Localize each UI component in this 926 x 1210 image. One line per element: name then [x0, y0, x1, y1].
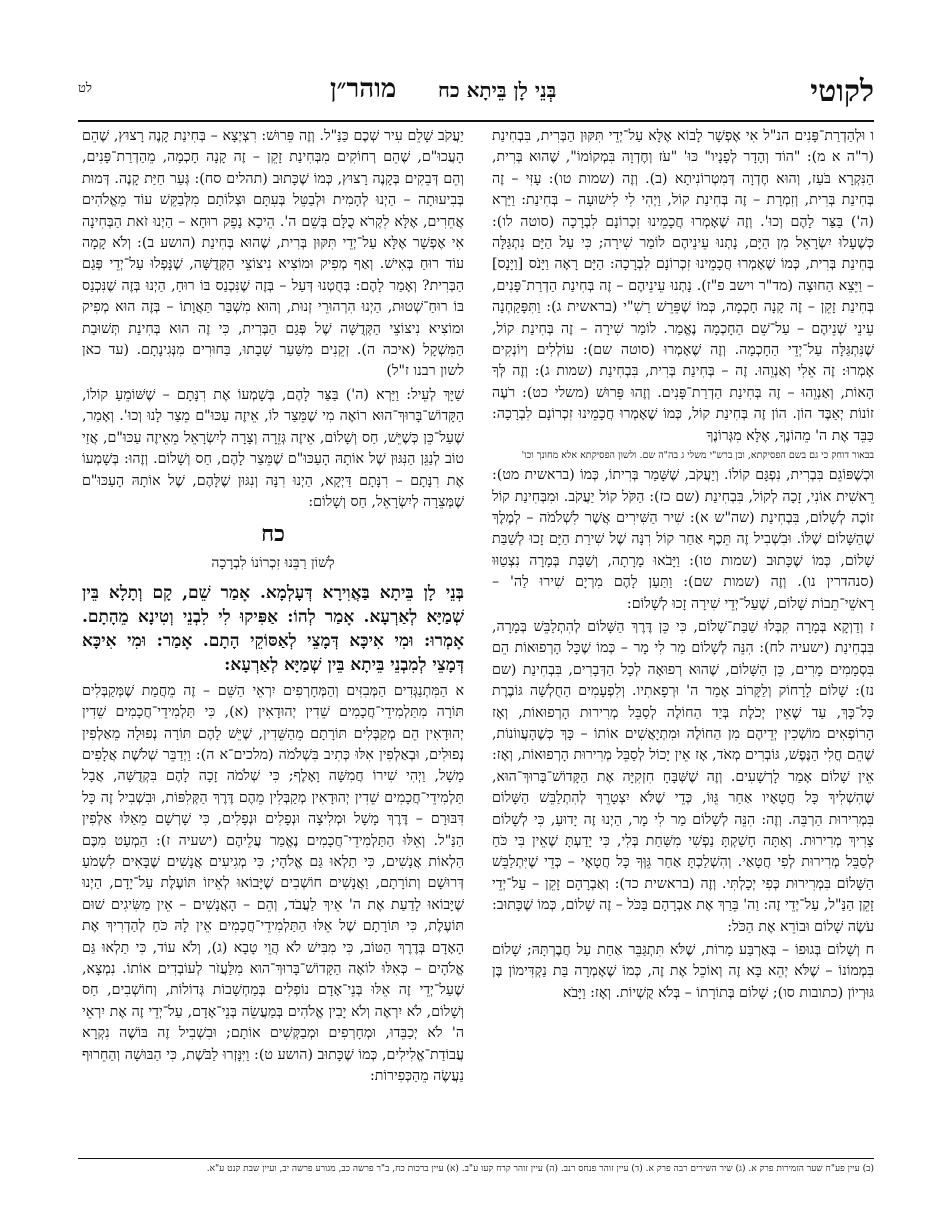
page-header: [78, 70, 874, 116]
paragraph-top-2: שַׁיָּךְ לְעֵיל: וַיַּרְא (ה') בַּצַּר לָהֶם, בְּשָׁמְעוֹ אֶת רִנָּתָם – שֶׁשּׁוֹמֵעַ קוֹלוֹ, הַקָּדוֹשׁ־בָּרוּךְ־הוּא רוֹאֶה מִי שֶׁמֵּצַר לוֹ, אֵיזֶה עַכּוּ"ם מֵצַר לָנוּ וְכוּ'. וְאָמַר, שֶׁעַל־כֵּן כְּשֶׁיֵּשׁ, חַס וְשָׁלוֹם, אֵיזֶה גְּזֵרָה וְצָרָה לְיִשְׂרָאֵל מֵאֵיזֶה עַכּוּ"ם, אֲזַי טוֹב לְנַגֵּן הַנִּגּוּן שֶׁל אוֹתָהּ הָעַכּוּ"ם שֶׁמֵּצַר לָהֶם, חַס וְשָׁלוֹם. וְזֶהוּ: בְּשָׁמְעוֹ אֶת רִנָּתָם – רִנָּתָם דַּיְקָא, הַיְנוּ רִנָּה וְנִגּוּן שֶׁלָּהֶם, שֶׁל אוֹתָהּ הָעַכּוּ"ם שֶׁמְּצֵרָה לְיִשְׂרָאֵל, חַס וְשָׁלוֹם:: [82, 386, 464, 510]
section-subtitle: לְשׁוֹן רַבֵּנוּ זִכְרוֹנוֹ לִבְרָכָה: [211, 555, 335, 572]
page-number: לט: [78, 81, 92, 96]
footnotes: (ב) עיין פע"ח שער הזמירות פרק א. (ג) שיר השירים רבה פרק א. (ד) עיין זוהר פנחס רנב. (ה) עיין זוהר קרח קעו ע"ב. (א) עיין ברכות כח, ב"ר פרשה כב, מגורע פרשה יב, ועיין שבת קנט ע"א.: [206, 1164, 874, 1174]
section-title: כח: [261, 521, 285, 548]
section-intro-text: בְּנֵי לָן בֵּיתָא בַּאֲוִירָא דְּעָלְמָא. אָמַר שֵׁם, קָם וְתָלָא בֵּין שְׁמַיָּא לְאַרְעָא. אָמַר לְהוֹ: אַפִּיקוּ לִי לִבְנֵי וְטִינָא מֵהָתָם. אָמְרוּ: וּמִי אִיכָּא דְּמָצֵי לְאַסּוֹקֵי הָתָם. אָמַר: וּמִי אִיכָּא דְּמָצֵי לְמִבְנֵי בֵּיתָא בֵּין שְׁמַיָּא לְאַרְעָא:: [82, 582, 464, 675]
paragraph-alef: א הַמִּתְנַגְּדִים הַמְּבִזִּים וְהַמְּחָרְפִים יִרְאֵי הַשֵּׁם – זֶה מֵחֲמַת שֶׁמְּקַבְּלִים תּוֹרָה מִתַּלְמִידֵי־חֲכָמִים שֵׁדִין יְהוּדָאִין (א), כִּי תַּלְמִידֵי־חֲכָמִים שֵׁדִין יְהוּדָאִין הֵם מְקַבְּלִים תּוֹרָתָם מֵהַשֵּׁדִין, שֶׁיֵּשׁ לָהֶם תּוֹרָה נְפוּלָה מֵאַלְפִין נְפוּלִים, וּבְאַלְפִין אִלּוּ כְּתִיב בִּשְׁלֹמֹה (מלכים־א ה): וַיְדַבֵּר שְׁלֹשֶׁת אֲלָפִים מָשָׁל, וַיְהִי שִׁירוֹ חֲמִשָּׁה וָאָלֶף; כִּי שְׁלֹמֹה זָכָה לָהֶם בִּקְדֻשָּׁה, אֲבָל תַּלְמִידֵי־חֲכָמִים שֵׁדִין יְהוּדָאִין מְקַבְּלִין מֵהֶם דֶּרֶךְ הַקְּלִפּוֹת, וּבִשְׁבִיל זֶה כָּל דִּבּוּרָם – דֶּרֶךְ מָשָׁל וּמְלִיצָה וּנְפָלִים וּנְפָלִים, כִּי שָׁרְשָׁם מֵאַלּוּ אַלְפִין הַנַּ"ל. וְאֵלּוּ הַתַּלְמִידֵי־חֲכָמִים נֶאֱמַר עֲלֵיהֶם (ישעיה ז): הַמְעַט מִכֶּם הַלְאוֹת אֲנָשִׁים, כִּי תַלְאוּ גַּם אֱלֹהָי; כִּי מְגִיעִים אֲנָשִׁים שֶׁבָּאִים לִשְׁמֹעַ דְּרוּשָׁם וְתוֹרָתָם, וַאֲנָשִׁים חוֹשְׁבִים שֶׁיָּבוֹאוּ לְאֵיזוֹ תּוֹעֶלֶת עַל־יָדָם, הַיְנוּ שֶׁיָּבוֹאוּ לָדַעַת אֶת ה' אֵיךְ לַעֲבֹד, וְהֵם – הָאֲנָשִׁים – אֵין מַשִּׂיגִים שׁוּם תּוֹעֶלֶת, כִּי תּוֹרָתָם שֶׁל אֵלּוּ הַתַּלְמִידֵי־חֲכָמִים אֵין לָהּ כֹּחַ לְהַדְרִיךְ אֶת הָאָדָם בְּדֶרֶךְ הַטּוֹב, כִּי מִבִּישׁ לֹא הֲוֵי טָבָא (ג), וְלֹא עוֹד, כִּי תַלְאוּ גַּם אֱלֹהָים – כְּאִלּוּ לוֹאֶה הַקָּדוֹשׁ־בָּרוּךְ־הוּא מִלַּעֲזֹר לְעוֹבְדִים אוֹתוֹ. נִמְצָא, שֶׁעַל־יְדֵי זֶה אֵלּוּ בְּנֵי־אָדָם נוֹפְלִים בְּמַחְשָׁבוֹת גְּדוֹלוֹת, וְחוֹשְׁבִים, חַס וְשָׁלוֹם, לֹא יִרְאֶה וְלֹא יָבִין אֱלֹהִים בְּמַעֲשֵׂה בְּנֵי־אָדָם, עַל־יְדֵי זֶה אֶת יִרְאֵי ה' לֹא יְכַבֵּדוּ, וּמְחָרְפִים וּמְבַקְּשִׁים אוֹתָם; וּבִשְׁבִיל זֶה בּוֹשֶׁה נִקְרָא עֲבוֹדַת־אֱלִילִים, כְּמוֹ שֶׁכָּתוּב (הושע ט): וַיִּנָּזְרוּ לַבֹּשֶׁת, כִּי הַבּוּשָׁה וְהַחֵרוּף נַעֲשֶׂה מֵהַכְּפִירוֹת:: [82, 682, 464, 1085]
footnote-rule: [78, 1158, 874, 1159]
header-section-title: בְּנֵי לָן בֵּיתָא כח: [438, 78, 557, 102]
right-column: [492, 126, 874, 1146]
paragraph-chet: ח וְשָׁלוֹם בְּגוּפוֹ – בְּאַרְבַּע מָרוֹת, שֶׁלֹּא תִּתְגַּבֵּר אַחַת עַל חֲבֶרְתָּהּ; שָׁלוֹם בִּמְמוֹנוֹ – שֶׁלֹּא יְהֵא בָּא זֶה וְאוֹכֵל אֶת זֶה, כְּמוֹ שֶׁאָמְרָה בַּת נַקְדִּימוֹן בֶּן גּוּרְיוֹן (כתובות סו); שָׁלוֹם בְּתוֹרָתוֹ – בְּלֹא קֻשְׁיוֹת. וְאָז: וַיָּבֹא: [492, 942, 874, 1001]
inline-note: בבאור דוחק כי גם בשם הפסיקתא, ובן ברש"י משלי ג בה"ה שם. ולשון הפסיקתא אלא מחונך וכו': [521, 450, 874, 462]
header-rule: [78, 120, 874, 122]
header-book-title-right: לקוטי: [810, 74, 874, 109]
paragraph-continued: וּכְשֶׁפּוֹגֵם בִּבְרִית, נִפְגָּם קוֹלוֹ. וְיַעֲקֹב, שֶׁשָּׁמַר בְּרִיתוֹ, כְּמוֹ (בראשית מט): רֵאשִׁית אוֹנִי, זָכָה לְקוֹל, בִּבְחִינַת (שם כז): הַקֹּל קוֹל יַעֲקֹב. וּמִבְּחִינַת קוֹל זוֹכֶה לְשָׁלוֹם, בִּבְחִינַת (שה"ש א): שִׁיר הַשִּׁירִים אֲשֶׁר לִשְׁלֹמֹה – לְמֶלֶךְ שֶׁהַשָּׁלוֹם שֶׁלּוֹ. וּבִשְׁבִיל זֶה תֵּכֶף אַחַר קוֹל רִנָּה שֶׁל שִׁירַת הַיָּם זָכוּ לְשַׁבַּת שָׁלוֹם, כְּמוֹ שֶׁכָּתוּב (שמות טו): וַיָּבֹאוּ מָרָתָה, וְשַׁבָּת בְּמָרָה נִצְטַוּוּ (סנהדרין נו). וְזֶה (שמות שם): וַתַּעַן לָהֶם מִרְיָם שִׁירוּ לַה' – רָאשֵׁי־תֵבוֹת שָׁלוֹם, שֶׁעַל־יְדֵי שִׁירָה זָכוּ לְשָׁלוֹם:: [492, 467, 874, 612]
paragraph-zayin: ז וְדַוְקָא בְּמָרָה קִבְּלוּ שַׁבַּת־שָׁלוֹם, כִּי כֵּן דֶּרֶךְ הַשָּׁלוֹם לְהִתְלַבֵּשׁ בְּמָרָה, בִּבְחִינַת (ישעיה לח): הִנֵּה לְשָׁלוֹם מַר לִי מָר – כְּמוֹ שֶׁכָּל הָרְפוּאוֹת הֵם בִּסְמָמִים מָרִים, כֵּן הַשָּׁלוֹם, שֶׁהוּא רְפוּאָה לְכָל הַדְּבָרִים, בִּבְחִינַת (שם נז): שָׁלוֹם לָרָחוֹק וְלַקָּרוֹב אָמַר ה' וּרְפָאתִיו. וְלִפְעָמִים הַחֻלְשָׁה גּוֹבֶרֶת כָּל־כָּךְ, עַד שֶׁאֵין יְכֹלֶת בְּיַד הַחוֹלֶה לְסַבֵּל מְרִירוּת הָרְפוּאוֹת, וְאָז הָרוֹפְאִים מוֹשְׁכִין יְדֵיהֶם מִן הַחוֹלֶה וּמִתְיָאֲשִׁים אוֹתוֹ – כָּךְ כְּשֶׁהָעֲווֹנוֹת, שֶׁהֵם חֳלִי הַנֶּפֶשׁ, גּוֹבְרִים מְאֹד, אָז אֵין יָכוֹל לְסַבֵּל מְרִירוּת הָרְפוּאוֹת, וְאָז: אֵין שָׁלוֹם אָמַר לָרְשָׁעִים. וְזֶה שֶׁשְּׁבָּחָ חִזְקִיָּה אֶת הַקָּדוֹשׁ־בָּרוּךְ־הוּא, שֶׁהִשְׁלִיךְ כָּל חֲטָאָיו אַחַר גֵּוּוֹ, כְּדֵי שֶׁלֹּא יִצְטָרֵךְ לְהִתְלַבֵּשׁ הַשָּׁלוֹם בִּמְרִירוּת הַרְבֵּה. וְזֶה: הִנֵּה לְשָׁלוֹם מַר לִי מָר, הַיְנוּ זֶה יָדוּעַ, כִּי לְשָׁלוֹם צָרִיךְ מְרִירוּת. וְאַתָּה חָשַׁקְתָּ נַפְשִׁי מִשַּׁחַת בְּלִי, כִּי יָדַעְתָּ שֶׁאֵין בִּי כֹּחַ לְסַבֵּל מְרִירוּת לְפִי חֲטָאַי. וְהִשְׁלַכְתָּ אַחַר גֵּוְּךָ כָּל חֲטָאָי – כְּדֵי שֶׁיִּתְלַבֵּשׁ הַשָּׁלוֹם בִּמְרִירוּת כְּפִי יְכָלְתִּי. וְזֶה (בראשית כד): וְאַבְרָהָם זָקֵן – עַל־יְדֵי זָקֵן הַנַּ"ל, עַל־יְדֵי זֶה: וַה' בֵּרַךְ אֶת אַבְרָהָם בַּכֹּל – זֶה שָׁלוֹם, כְּמוֹ שֶׁכָּתוּב: עֹשֶׂה שָׁלוֹם וּבוֹרֵא אֶת הַכֹּל:: [492, 618, 874, 935]
left-column: [82, 126, 464, 1146]
header-book-title-left: מוהר״ן: [330, 74, 397, 104]
paragraph-vav: ו וּלְהַדְרַת־פָּנִים הנ"ל אִי אֶפְשָׁר לָבוֹא אֶלָּא עַל־יְדֵי תִּקּוּן הַבְּרִית, בִּבְחִינַת (ר"ה א מ): "הוֹד וְהָדָר לְפָנָיו" כּוּ' "עֹז וְחֶדְוָה בִּמְקוֹמוֹ", שֶׁהוּא בְּרִית, הַנִּקְרָא בֹּעַז, וְהוּא חֶדְוָה דְּמִטְרוֹנִיתָא (ב). וְזֶה (שמות טו): עָזִּי – זֶה בְּחִינַת בְּרִית, וְזִמְרָת – זֶה בְּחִינַת קוֹל, וַיְהִי לִי לִישׁוּעָה – בְּחִינַת: וַיַּרְא (ה') בַּצַּר לָהֶם וְכוּ'. וְזֶה שֶׁאָמְרוּ חֲכָמֵינוּ זִכְרוֹנָם לִבְרָכָה (סוטה לו): כְּשֶׁעָלוּ יִשְׂרָאֵל מִן הַיָּם, נָתְנוּ עֵינֵיהֶם לוֹמַר שִׁירָה; כִּי עַל הַיָּם נִתְגַּלָּה בְּחִינַת בְּרִית, כְּמוֹ שֶׁאָמְרוּ חֲכָמֵינוּ זִכְרוֹנָם לִבְרָכָה: הַיָּם רָאָה וַיָּנֹס [וַיָּנָס] – וַיֵּצֵא הַחוּצָה (מד"ר וישב פ"ז). נָתְנוּ עֵינֵיהֶם – זֶה בְּחִינַת הַדְרַת־פָּנִים, בְּחִינַת זָקֵן – זֶה קָנָה חָכְמָה, כְּמוֹ שֶׁפֵּרֵשׁ רַשִׁ"י (בראשית ג): וַתִּפָּקַחְנָה עֵינֵי שְׁנֵיהֶם – עַל־שֵׁם הַחָכְמָה נֶאֱמַר. לוֹמַר שִׁירָה – זֶה בְּחִינַת קוֹל, שֶׁנִּתְגַּלָּה עַל־יְדֵי הַחָכְמָה. וְזֶה שֶׁאָמְרוּ (סוטה שם): עוֹלְלִים וְיוֹנְקִים אָמְרוּ: זֶה אֵלִי וְאַנְוֵהוּ. זֶה – בְּחִינַת בְּרִית, בִּבְחִינַת (שמות ג): וְזֶה לְּךָ הָאוֹת, וְאַנְוֵהוּ – זֶה בְּחִינַת הַדְרַת־פָּנִים. וְזֶהוּ פֵּרוּשׁ (משלי כט): רֹעֶה זוֹנוֹת יְאַבֶּד הוֹן. הוֹן זֶה בְּחִינַת קוֹל, כְּמוֹ שֶׁאָמְרוּ חֲכָמֵינוּ זִכְרוֹנָם לִבְרָכָה: כַּבֵּד אֶת ה' מֵהוֹנֶךָ, אֶלָּא מִגְּרוֹנֶךָ: [492, 128, 874, 444]
paragraph-top-1: יַעֲקֹב שָׁלֵם עִיר שְׁכֶם כַּנַּ"ל. וְזֶה פֵּרוּשׁ: רִצְיְצָא – בְּחִינַת קָנֶה רָצוּץ, שֶׁהֵם הָעֲכוּ"ם, שֶׁהֵם רְחוֹקִים מִבְּחִינַת זָקֵן – זֶה קָנָה חָכְמָה, מֵהַדְרַת־פָּנִים, וְהֵם דְּבֵקִים בְּקָנֶה רָצוּץ, כְּמוֹ שֶׁכָּתוּב (תהלים סח): גְּעַר חַיַּת קָנֶה. דְּמוּת בְּבִיעוּתָה – הַיְנוּ לְהָמִית וּלְבַטֵּל בְּעִתָּם וּצְלוֹתָם מִלְּבַקֵּשׁ עוֹד מֵאֱלֹהִים אֲחֵרִים, אֶלָּא לִקְרֹא כֻלָּם בְּשֵׁם ה'. הֵיכָא נָפֵק רוּחָא – הַיְנוּ זֹאת הַבְּחִינָה אִי אֶפְשָׁר אֶלָּא עַל־יְדֵי תִּקּוּן בְּרִית, שֶׁהוּא בְּחִינַת (הושע ב): וְלֹא קָמָה עוֹד רוּחַ בְּאִישׁ. וְאַף מְפִיק וּמוֹצִיא נִיצוֹצֵי הַקְּדֻשָּׁה, שֶׁנָּפְלוּ עַל־יְדֵי פְּגַם הַבְּרִית? וְאָמַר לָהֶם: בְּחֻטְנוּ דְּעַל – בְּזֶה שֶׁנִּכְנַס בּוֹ רוּחַ, הַיְנוּ בְּזֶה שֶׁנִּכְנַס בּוֹ רוּחַ־שְׁטוּת, הַיְנוּ הִרְהוּרֵי זְנוּת, וְהוּא מִשְׁבַּר תַּאֲוָתוֹ – בְּזֶה הוּא מְפִיק וּמוֹצִיא נִיצוֹצֵי הַקְּדֻשָּׁה שֶׁל פְּגַם הַבְּרִית, כִּי זֶה הוּא בְּחִינַת תְּשׁוּבַת הַמִּשְׁקָל (איכה ה). זְקֵנִים מִשַּׁעַר שָׁבָתוּ, בַּחוּרִים מִנְּגִינָתָם. (עד כאן לשון רבנו ז"ל): [82, 128, 464, 380]
